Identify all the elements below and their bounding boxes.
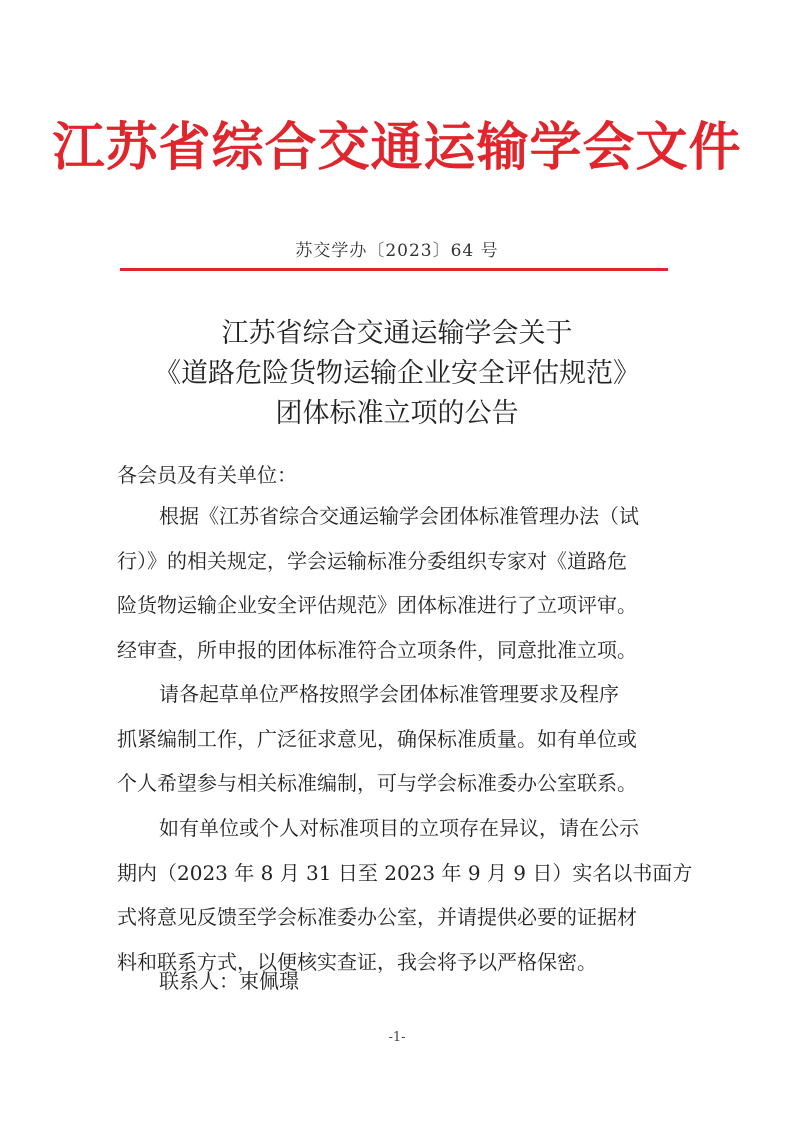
red-divider-line — [120, 268, 668, 271]
document-number: 苏交学办〔2023〕64 号 — [295, 241, 499, 261]
paragraph-2 — [117, 672, 681, 806]
paragraph-line: 式将意见反馈至学会标准委办公室，并请提供必要的证据材 — [117, 905, 637, 929]
paragraph-line: 险货物运输企业安全评估规范》团体标准进行了立项评审。 — [117, 593, 637, 617]
org-red-header: 江苏省综合交通运输学会文件 — [52, 117, 742, 178]
salutation: 各会员及有关单位： — [117, 463, 297, 487]
paragraph-3 — [117, 806, 693, 984]
paragraph-line: 期内（2023 年 8 月 31 日至 2023 年 9 月 9 日）实名以书面方 — [117, 860, 693, 885]
paragraph-line: 请各起草单位严格按照学会团体标准管理要求及程序 — [159, 682, 619, 706]
paragraph-line: 个人希望参与相关标准编制，可与学会标准委办公室联系。 — [117, 771, 637, 795]
title-line-1: 江苏省综合交通运输学会关于 — [221, 318, 573, 349]
paragraph-line: 行）》的相关规定，学会运输标准分委组织专家对《道路危 — [117, 548, 627, 573]
page-number: -1- — [388, 1030, 406, 1045]
contact-person: 联系人：束佩璟 — [159, 969, 299, 993]
title-line-3: 团体标准立项的公告 — [275, 398, 519, 429]
paragraph-line: 抓紧编制工作，广泛征求意见，确保标准质量。如有单位或 — [117, 726, 637, 751]
paragraph-line: 根据《江苏省综合交通运输学会团体标准管理办法（试 — [159, 504, 639, 528]
paragraph-line: 料和联系方式，以便核实查证，我会将予以严格保密。 — [117, 949, 597, 974]
document-title — [0, 314, 794, 434]
title-line-2: 《道路危险货物运输企业安全评估规范》 — [154, 358, 640, 389]
paragraph-line: 经审查，所申报的团体标准符合立项条件，同意批准立项。 — [117, 637, 637, 662]
paragraph-line: 如有单位或个人对标准项目的立项存在异议，请在公示 — [159, 816, 639, 840]
paragraph-1 — [117, 494, 681, 672]
